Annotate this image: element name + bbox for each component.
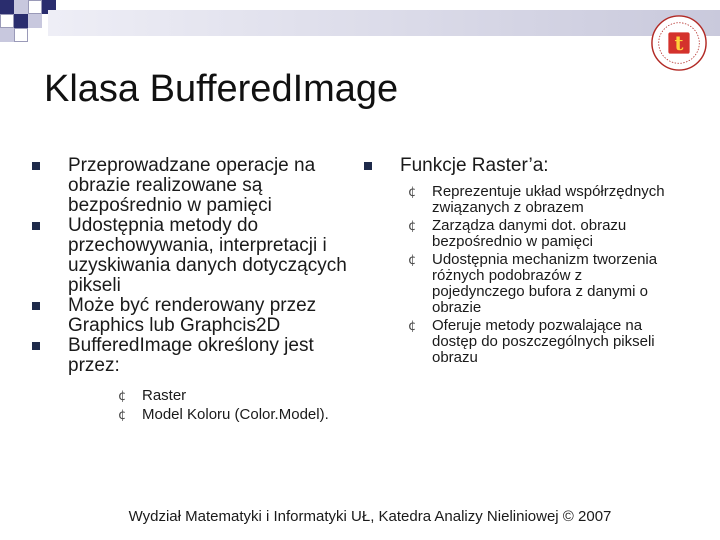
header-band bbox=[48, 10, 720, 36]
sub-bullet-text: Udostępnia mechanizm tworzenia różnych podobrazów z pojedynczego bufora z danymi o obrazie bbox=[432, 251, 658, 316]
sub-bullet-text: Raster bbox=[142, 387, 187, 404]
university-logo-icon bbox=[650, 14, 708, 72]
sub-bullet-text: Reprezentuje układ współrzędnych związanych z obrazem bbox=[432, 183, 665, 216]
right-bullet-list bbox=[362, 156, 682, 368]
square-bullet-icon bbox=[32, 222, 40, 230]
bullet-text: Przeprowadzane operacje na obrazie realizowane są bezpośrednio w pamięci bbox=[68, 155, 316, 216]
list-item bbox=[362, 184, 672, 216]
list-item bbox=[30, 296, 348, 336]
sub-bullet-text: Zarządza danymi dot. obrazu bezpośrednio w pamięci bbox=[432, 217, 627, 250]
list-item bbox=[68, 388, 348, 404]
bullet-text: Udostępnia metody do przechowywania, interpretacji i uzyskiwania danych dotyczących pikseli bbox=[68, 215, 347, 296]
circle-bullet-icon: ¢ bbox=[118, 408, 127, 423]
list-item bbox=[362, 318, 672, 366]
square-bullet-icon bbox=[364, 162, 372, 170]
circle-bullet-icon: ¢ bbox=[118, 389, 127, 404]
circle-bullet-icon: ¢ bbox=[408, 253, 417, 268]
bullet-text: Może być renderowany przez Graphics lub Graphcis2D bbox=[68, 295, 317, 336]
sub-bullet-text: Oferuje metody pozwalające na dostęp do poszczególnych pikseli obrazu bbox=[432, 317, 655, 366]
list-item bbox=[362, 156, 682, 366]
circle-bullet-icon: ¢ bbox=[408, 219, 417, 234]
square-bullet-icon bbox=[32, 302, 40, 310]
sub-bullet-text: Model Koloru (Color.Model). bbox=[142, 406, 329, 423]
list-item bbox=[362, 252, 672, 316]
circle-bullet-icon: ¢ bbox=[408, 185, 417, 200]
list-item bbox=[30, 156, 348, 216]
list-item bbox=[30, 216, 348, 296]
list-item bbox=[68, 407, 348, 423]
bullet-text: Funkcje Raster’a: bbox=[400, 155, 549, 176]
list-item bbox=[30, 336, 348, 423]
slide-footer: Wydział Matematyki i Informatyki UŁ, Katedra Analizy Nieliniowej © 2007 bbox=[128, 508, 612, 525]
circle-bullet-icon: ¢ bbox=[408, 319, 417, 334]
square-bullet-icon bbox=[32, 162, 40, 170]
left-bullet-list bbox=[30, 156, 350, 426]
sub-bullet-list bbox=[362, 184, 682, 366]
logo-letter: t bbox=[674, 31, 684, 55]
list-item bbox=[362, 218, 672, 250]
sub-bullet-list bbox=[68, 388, 348, 423]
bullet-text: BufferedImage określony jest przez: bbox=[68, 335, 314, 376]
square-bullet-icon bbox=[32, 342, 40, 350]
slide-title: Klasa BufferedImage bbox=[44, 68, 399, 110]
